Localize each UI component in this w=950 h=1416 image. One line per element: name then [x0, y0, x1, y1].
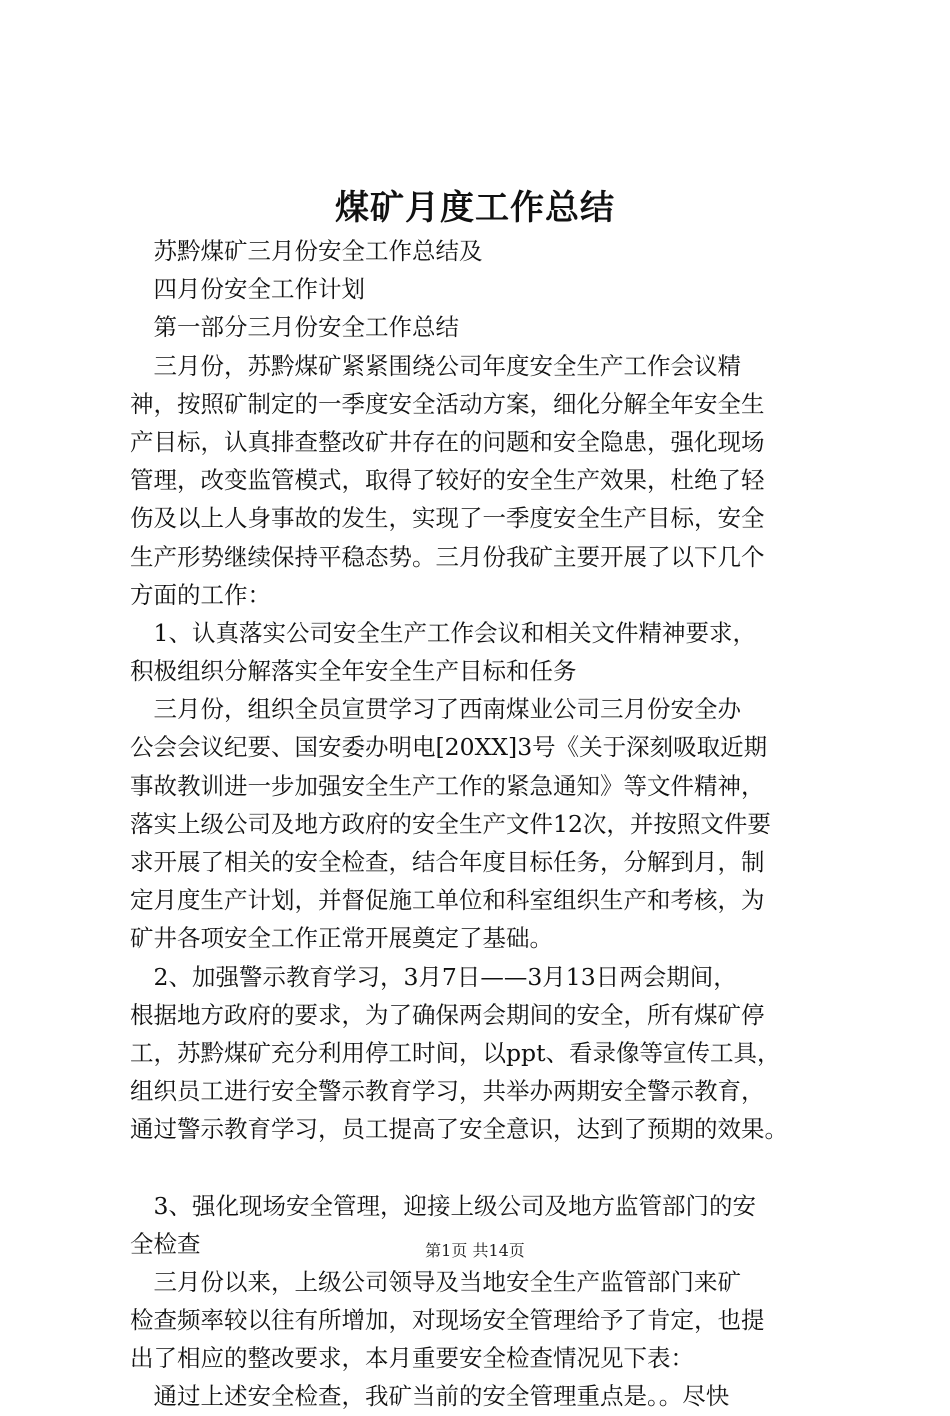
text-line: 全检查 [130, 1229, 201, 1258]
text-line: 组织员工进行安全警示教育学习，共举办两期安全警示教育， [130, 1077, 765, 1106]
text-line: 三月份以来，上级公司领导及当地安全生产监管部门来矿 [130, 1267, 741, 1296]
text-line: 苏黔煤矿三月份安全工作总结及 [130, 237, 483, 265]
text-line: 方面的工作： [130, 580, 271, 609]
text-line: 三月份，苏黔煤矿紧紧围绕公司年度安全生产工作会议精 [130, 351, 741, 380]
text-line: 第一部分三月份安全工作总结 [130, 313, 459, 342]
text-line: 神，按照矿制定的一季度安全活动方案，细化分解全年安全生 [130, 389, 765, 418]
document-title: 煤矿月度工作总结 [335, 188, 615, 228]
text-line: 伤及以上人身事故的发生，实现了一季度安全生产目标，安全 [130, 504, 765, 533]
text-line: 1、认真落实公司安全生产工作会议和相关文件精神要求， [130, 618, 756, 647]
text-line: 出了相应的整改要求，本月重要安全检查情况见下表： [130, 1344, 694, 1373]
text-line: 根据地方政府的要求，为了确保两会期间的安全，所有煤矿停 [130, 1000, 765, 1029]
text-line: 三月份，组织全员宣贯学习了西南煤业公司三月份安全办 [130, 695, 741, 724]
text-line: 工，苏黔煤矿充分利用停工时间，以ppt、看录像等宣传工具， [130, 1038, 781, 1067]
body-block-1 [130, 232, 830, 1149]
text-line: 事故教训进一步加强安全生产工作的紧急通知》等文件精神， [130, 771, 765, 800]
text-line: 生产形势继续保持平稳态势。三月份我矿主要开展了以下几个 [130, 542, 765, 571]
text-line: 产目标，认真排查整改矿井存在的问题和安全隐患，强化现场 [130, 427, 765, 456]
text-line: 3、强化现场安全管理，迎接上级公司及地方监管部门的安 [130, 1191, 756, 1220]
text-line: 检查频率较以往有所增加，对现场安全管理给予了肯定，也提 [130, 1306, 765, 1335]
text-line: 落实上级公司及地方政府的安全生产文件12次，并按照文件要 [130, 809, 771, 838]
text-line: 通过警示教育学习，员工提高了安全意识，达到了预期的效果。 [130, 1115, 788, 1144]
text-line: 2、加强警示教育学习，3月7日——3月13日两会期间， [130, 962, 737, 991]
text-line: 积极组织分解落实全年安全生产目标和任务 [130, 657, 577, 686]
paragraph-gap [130, 1149, 830, 1187]
text-line: 公会会议纪要、国安委办明电[20XX]3号《关于深刻吸取近期 [130, 733, 768, 762]
text-line: 管理，改变监管模式，取得了较好的安全生产效果，杜绝了轻 [130, 466, 765, 495]
text-line: 求开展了相关的安全检查，结合年度目标任务，分解到月，制 [130, 848, 765, 876]
page-footer: 第1页 共14页 [425, 1241, 525, 1260]
text-line: 定月度生产计划，并督促施工单位和科室组织生产和考核，为 [130, 886, 765, 915]
text-line: 四月份安全工作计划 [130, 275, 365, 304]
text-line: 通过上述安全检查，我矿当前的安全管理重点是。。尽快 [130, 1382, 730, 1411]
text-line: 矿井各项安全工作正常开展奠定了基础。 [130, 924, 553, 953]
body-block-2 [130, 1187, 830, 1416]
